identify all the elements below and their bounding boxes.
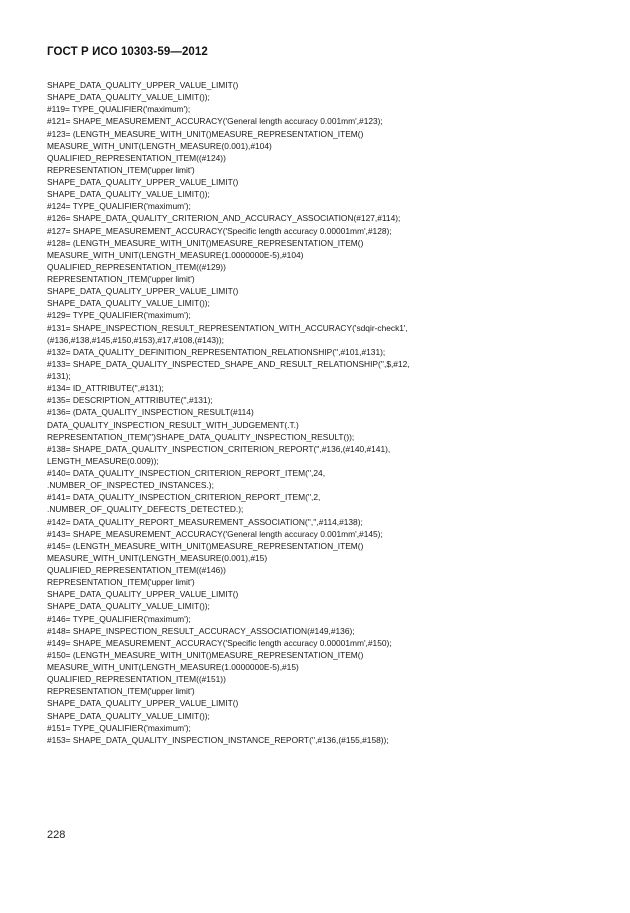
code-line: #143= SHAPE_MEASUREMENT_ACCURACY('General length accuracy 0.001mm',#145);: [47, 528, 383, 539]
code-line: #141= DATA_QUALITY_INSPECTION_CRITERION_REPORT_ITEM('',2,: [47, 492, 321, 503]
code-line: .NUMBER_OF_INSPECTED_INSTANCES.);: [47, 480, 214, 491]
standard-title: ГОСТ Р ИСО 10303-59—2012: [47, 46, 208, 58]
code-line: #142= DATA_QUALITY_REPORT_MEASUREMENT_ASSOCIATION('','',#114,#138);: [47, 516, 363, 527]
code-line: #146= TYPE_QUALIFIER('maximum');: [47, 613, 191, 624]
code-line: #135= DESCRIPTION_ATTRIBUTE('',#131);: [47, 395, 213, 406]
code-line: #138= SHAPE_DATA_QUALITY_INSPECTION_CRITERION_REPORT('',#136,(#140,#141),: [47, 443, 391, 454]
code-line: (#136,#138,#145,#150,#153),#17,#108,(#143));: [47, 334, 224, 345]
code-line: LENGTH_MEASURE(0.009));: [47, 455, 159, 466]
code-line: REPRESENTATION_ITEM('')SHAPE_DATA_QUALITY_INSPECTION_RESULT());: [47, 431, 355, 442]
code-line: SHAPE_DATA_QUALITY_VALUE_LIMIT());: [47, 601, 210, 612]
code-line: MEASURE_WITH_UNIT(LENGTH_MEASURE(1.0000000E-5),#15): [47, 662, 299, 672]
page-number: 228: [47, 829, 66, 841]
code-line: #131);: [47, 371, 71, 381]
code-line: #150= (LENGTH_MEASURE_WITH_UNIT()MEASURE_REPRESENTATION_ITEM(): [47, 649, 364, 660]
code-line: #151= TYPE_QUALIFIER('maximum');: [47, 722, 191, 733]
code-line: #145= (LENGTH_MEASURE_WITH_UNIT()MEASURE_REPRESENTATION_ITEM(): [47, 540, 364, 551]
code-line: .NUMBER_OF_QUALITY_DEFECTS_DETECTED.);: [47, 504, 244, 515]
code-line: #129= TYPE_QUALIFIER('maximum');: [47, 310, 191, 321]
code-line: SHAPE_DATA_QUALITY_VALUE_LIMIT());: [47, 710, 210, 721]
code-line: #131= SHAPE_INSPECTION_RESULT_REPRESENTATION_WITH_ACCURACY('sdqir-check1',: [47, 322, 408, 333]
code-line: #123= (LENGTH_MEASURE_WITH_UNIT()MEASURE_REPRESENTATION_ITEM(): [47, 128, 364, 139]
code-line: #140= DATA_QUALITY_INSPECTION_CRITERION_REPORT_ITEM('',24,: [47, 468, 326, 478]
code-line: SHAPE_DATA_QUALITY_VALUE_LIMIT());: [47, 189, 210, 200]
code-line: SHAPE_DATA_QUALITY_UPPER_VALUE_LIMIT(): [47, 698, 239, 709]
code-line: QUALIFIED_REPRESENTATION_ITEM((#151)): [47, 674, 226, 685]
code-line: #121= SHAPE_MEASUREMENT_ACCURACY('General length accuracy 0.001mm',#123);: [47, 116, 383, 127]
code-line: QUALIFIED_REPRESENTATION_ITEM((#146)): [47, 565, 226, 575]
code-line: #124= TYPE_QUALIFIER('maximum');: [47, 201, 191, 212]
code-line: MEASURE_WITH_UNIT(LENGTH_MEASURE(0.001),#104): [47, 140, 272, 151]
code-line: DATA_QUALITY_INSPECTION_RESULT_WITH_JUDGEMENT(.T.): [47, 419, 299, 430]
code-line: #132= DATA_QUALITY_DEFINITION_REPRESENTATION_RELATIONSHIP('',#101,#131);: [47, 346, 386, 357]
code-line: #128= (LENGTH_MEASURE_WITH_UNIT()MEASURE_REPRESENTATION_ITEM(): [47, 237, 364, 248]
code-line: #119= TYPE_QUALIFIER('maximum');: [47, 104, 191, 115]
code-line: #148= SHAPE_INSPECTION_RESULT_ACCURACY_ASSOCIATION(#149,#136);: [47, 625, 355, 636]
code-line: REPRESENTATION_ITEM('upper limit'): [47, 577, 195, 588]
code-line: #153= SHAPE_DATA_QUALITY_INSPECTION_INSTANCE_REPORT('',#136,(#155,#158));: [47, 734, 389, 745]
code-line: QUALIFIED_REPRESENTATION_ITEM((#124)): [47, 152, 226, 163]
code-line: SHAPE_DATA_QUALITY_VALUE_LIMIT());: [47, 298, 210, 309]
code-line: SHAPE_DATA_QUALITY_VALUE_LIMIT());: [47, 92, 210, 103]
code-line: #127= SHAPE_MEASUREMENT_ACCURACY('Specific length accuracy 0.00001mm',#128);: [47, 225, 392, 236]
page-header: [47, 46, 208, 58]
code-line: #126= SHAPE_DATA_QUALITY_CRITERION_AND_ACCURACY_ASSOCIATION(#127,#114);: [47, 213, 401, 224]
code-line: REPRESENTATION_ITEM('upper limit'): [47, 686, 195, 697]
code-line: REPRESENTATION_ITEM('upper limit'): [47, 164, 195, 175]
step-code-listing: [47, 79, 607, 746]
code-line: MEASURE_WITH_UNIT(LENGTH_MEASURE(0.001),#15): [47, 552, 268, 563]
code-line: SHAPE_DATA_QUALITY_UPPER_VALUE_LIMIT(): [47, 177, 239, 187]
code-line: MEASURE_WITH_UNIT(LENGTH_MEASURE(1.0000000E-5),#104): [47, 249, 304, 260]
code-line: #134= ID_ATTRIBUTE('',#131);: [47, 383, 164, 394]
code-line: #133= SHAPE_DATA_QUALITY_INSPECTED_SHAPE_AND_RESULT_RELATIONSHIP('',$,#12,: [47, 358, 410, 369]
code-line: #136= (DATA_QUALITY_INSPECTION_RESULT(#114): [47, 407, 254, 418]
code-line: SHAPE_DATA_QUALITY_UPPER_VALUE_LIMIT(): [47, 589, 239, 600]
code-line: #149= SHAPE_MEASUREMENT_ACCURACY('Specific length accuracy 0.00001mm',#150);: [47, 637, 392, 648]
code-line: QUALIFIED_REPRESENTATION_ITEM((#129)): [47, 261, 226, 272]
code-line: SHAPE_DATA_QUALITY_UPPER_VALUE_LIMIT(): [47, 286, 239, 297]
code-line: SHAPE_DATA_QUALITY_UPPER_VALUE_LIMIT(): [47, 80, 239, 90]
code-line: REPRESENTATION_ITEM('upper limit'): [47, 274, 195, 284]
